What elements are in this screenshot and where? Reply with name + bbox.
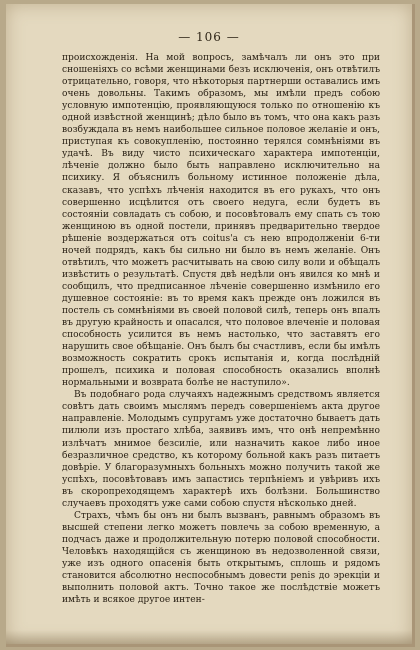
paragraph: происхожденія. На мой вопросъ, замѣчалъ ли онъ это при сношеніяхъ со всѣми женщинами безъ исключенія, онъ отвѣтилъ отрицательно, говоря, что нѣкоторыя партнерши оставались имъ очень довольны. Такимъ образомъ, мы имѣли предъ собою условную импотенцію, проявляющуюся только по отношенію къ одной извѣстной женщинѣ; дѣло было въ томъ, что она какъ разъ возбуждала въ немъ наибольшее сильное половое желаніе и онъ, приступая къ совокупленію, постоянно терялся сомнѣніями въ удачѣ. Въ виду чисто психическаго характера импотенціи, лѣченіе должно было быть направлено исключительно на психику. Я объяснилъ больному истинное положеніе дѣла, сказавъ, что успѣхъ лѣченія находится въ его рукахъ, что онъ совершенно исцѣлится отъ своего недуга, если будетъ въ состояніи совладать съ собою, и посовѣтовалъ ему спать съ тою женщиною въ одной постели, принявъ предварительно твердое рѣшеніе воздержаться отъ coitus'а съ нею впродолженіи 6-ти ночей подрядъ, какъ бы сильно ни было въ немъ желаніе. Онъ отвѣтилъ, что можетъ расчитывать на свою силу воли и обѣщалъ извѣстить о результатѣ. Спустя двѣ недѣли онъ явился ко мнѣ и сообщилъ, что предписанное лѣченіе совершенно измѣнило его душевное состояніе: въ то время какъ прежде онъ ложился въ постель съ сомнѣніями въ своей половой силѣ, теперь онъ впалъ въ другую крайность и опасался, что половое влеченіе и половая способность усилится въ немъ настолько, что заставятъ его нарушить свое обѣщаніе. Онъ былъ бы счастливъ, если бы имѣлъ возможность сократить срокъ испытанія и, когда послѣдній прошелъ, психика и половая способность оказались вполнѣ нормальными и возврата болѣе не наступило». [62,53,380,389]
page-text [62,52,380,606]
paragraph: Въ подобнаго рода случаяхъ надежнымъ средствомъ является совѣтъ дать своимъ мыслямъ передъ совершеніемъ акта другое направленіе. Молодымъ супругамъ уже достаточно бываетъ дать пилюли изъ простаго хлѣба, заявивъ имъ, что онѣ непремѣнно излѣчатъ мнимое безсиліе, или назначить какое либо иное безразличное средство, къ которому больной какъ разъ питаетъ довѣріе. У благоразумныхъ больныхъ можно получить такой же успѣхъ, посовѣтовавъ имъ запастись терпѣніемъ и увѣривъ ихъ въ скоропреходящемъ характерѣ ихъ болѣзни. Большинство случаевъ проходятъ уже сами собою спустя нѣсколько дней. [62,390,380,509]
paragraph: Страхъ, чѣмъ бы онъ ни былъ вызванъ, равнымъ образомъ въ высшей степени легко можетъ повлечь за собою временную, а подчасъ даже и продолжительную потерю половой способности. Человѣкъ находящійся съ женщиною въ недозволенной связи, уже изъ одного опасенія быть открытымъ, сплошь и рядомъ становится абсолютно неспособнымъ довести penis до эрекціи и выполнить половой актъ. Точно такое же послѣдствіе можетъ имѣть и всякое другое интен- [62,510,380,606]
page-number: — 106 — [178,30,240,44]
book-page [6,4,415,647]
page-edge-shadow [6,630,412,644]
